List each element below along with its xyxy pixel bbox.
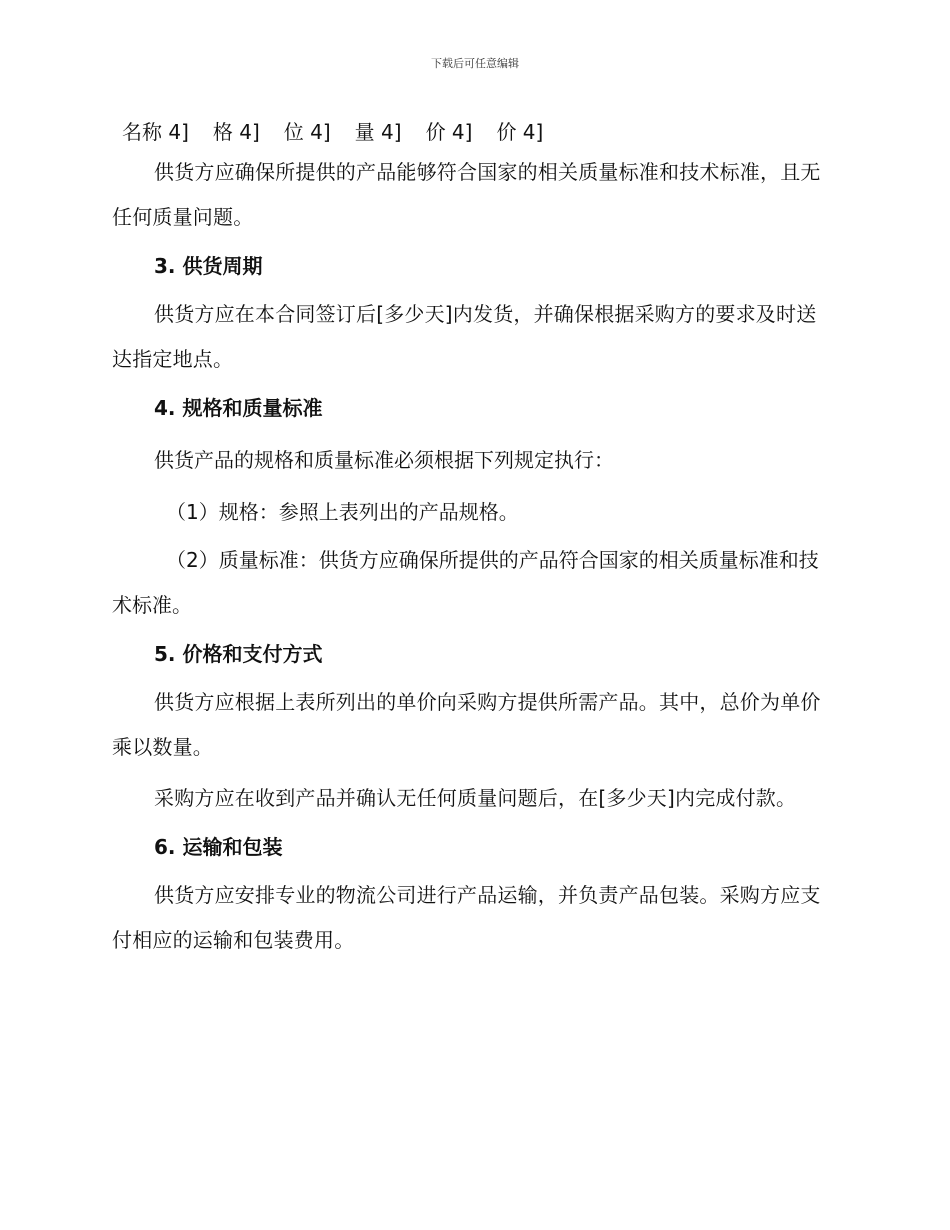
document-body bbox=[112, 114, 832, 963]
section-heading-transport: 6. 运输和包装 bbox=[154, 835, 283, 859]
paragraph-price: 供货方应根据上表所列出的单价向采购方提供所需产品。其中，总价为单价乘以数量。 bbox=[112, 690, 821, 759]
list-item-spec: （1）规格：参照上表列出的产品规格。 bbox=[166, 500, 519, 524]
list-item-quality-standard: （2）质量标准：供货方应确保所提供的产品符合国家的相关质量标准和技术标准。 bbox=[112, 548, 819, 617]
section-heading-price-payment: 5. 价格和支付方式 bbox=[154, 642, 323, 666]
paragraph-supply-period: 供货方应在本合同签订后[多少天]内发货，并确保根据采购方的要求及时送达指定地点。 bbox=[112, 302, 817, 371]
section-heading-supply-period: 3. 供货周期 bbox=[154, 254, 263, 278]
paragraph-quality-intro: 供货方应确保所提供的产品能够符合国家的相关质量标准和技术标准，且无任何质量问题。 bbox=[112, 160, 821, 229]
table-header-cell: 价 4] bbox=[496, 120, 544, 144]
table-header-cell: 量 4] bbox=[354, 120, 402, 144]
paragraph-spec-intro: 供货产品的规格和质量标准必须根据下列规定执行： bbox=[154, 448, 614, 472]
table-header-cell: 价 4] bbox=[425, 120, 473, 144]
paragraph-transport: 供货方应安排专业的物流公司进行产品运输，并负责产品包装。采购方应支付相应的运输和包装费用。 bbox=[112, 883, 821, 952]
section-heading-spec-quality: 4. 规格和质量标准 bbox=[154, 396, 323, 420]
table-header-cell: 位 4] bbox=[283, 120, 331, 144]
page-header: 下载后可任意编辑 bbox=[431, 57, 519, 70]
table-header-cell: 格 4] bbox=[212, 120, 260, 144]
table-header-cell: 名称 4] bbox=[122, 120, 189, 144]
paragraph-payment: 采购方应在收到产品并确认无任何质量问题后，在[多少天]内完成付款。 bbox=[154, 786, 797, 810]
table-header-row bbox=[112, 114, 832, 150]
